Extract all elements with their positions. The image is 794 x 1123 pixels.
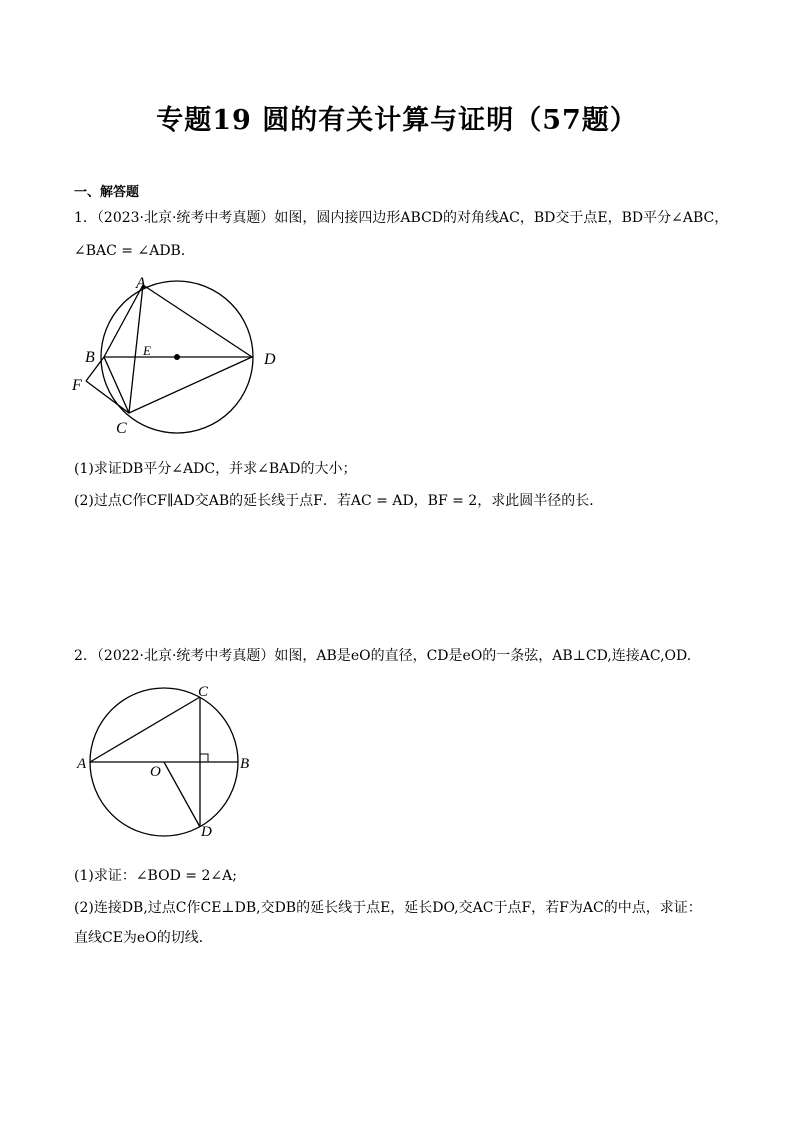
q2-part-2-line-2: 直线CE为eO的切线． [74,930,213,946]
q1-center-point [174,354,180,360]
q2-part-1: (1)求证：∠BOD = 2∠A; [74,868,237,884]
q2-label-c: C [198,684,209,700]
q1-label-d: D [264,351,276,368]
q2-intro: 2．（2022·北京·统考中考真题）如图，AB是eO的直径，CD是eO的一条弦，AB⊥CD,连接AC,OD. [74,648,692,664]
q2-label-d: D [201,824,212,840]
q2-segment-od [164,762,200,827]
q1-figure [60,262,300,442]
q1-label-a: A [136,275,146,292]
q2-label-o: O [150,764,161,780]
q1-label-c: C [116,420,127,437]
q2-label-b: B [240,756,250,772]
q1-label-f: F [72,377,82,394]
q1-quadrilateral [104,285,252,413]
q2-figure [70,680,260,840]
q1-part-1: (1)求证DB平分∠ADC，并求∠BAD的大小； [74,461,357,477]
section-heading: 一、解答题 [74,185,140,200]
q2-segment-ac [90,697,200,762]
q1-intro-line-2: ∠BAC = ∠ADB． [74,243,195,259]
q1-diagonal-ac [129,285,143,413]
q1-part-2: (2)过点C作CF∥AD交AB的延长线于点F．若AC = AD，BF = 2，求此圆半径的长． [74,493,604,509]
page-title: 专题19 圆的有关计算与证明（57题） [156,105,638,136]
q2-right-angle-mark [200,754,208,762]
q2-label-a: A [77,756,87,772]
q1-label-e: E [143,343,151,358]
q2-part-2-line-1: (2)连接DB,过点C作CE⊥DB,交DB的延长线于点E，延长DO,交AC于点F，若F为AC的中点，求证： [74,900,702,916]
q1-intro-line-1: 1．（2023·北京·统考中考真题）如图，圆内接四边形ABCD的对角线AC，BD交于点E，BD平分∠ABC， [74,210,729,226]
q1-label-b: B [85,349,95,366]
